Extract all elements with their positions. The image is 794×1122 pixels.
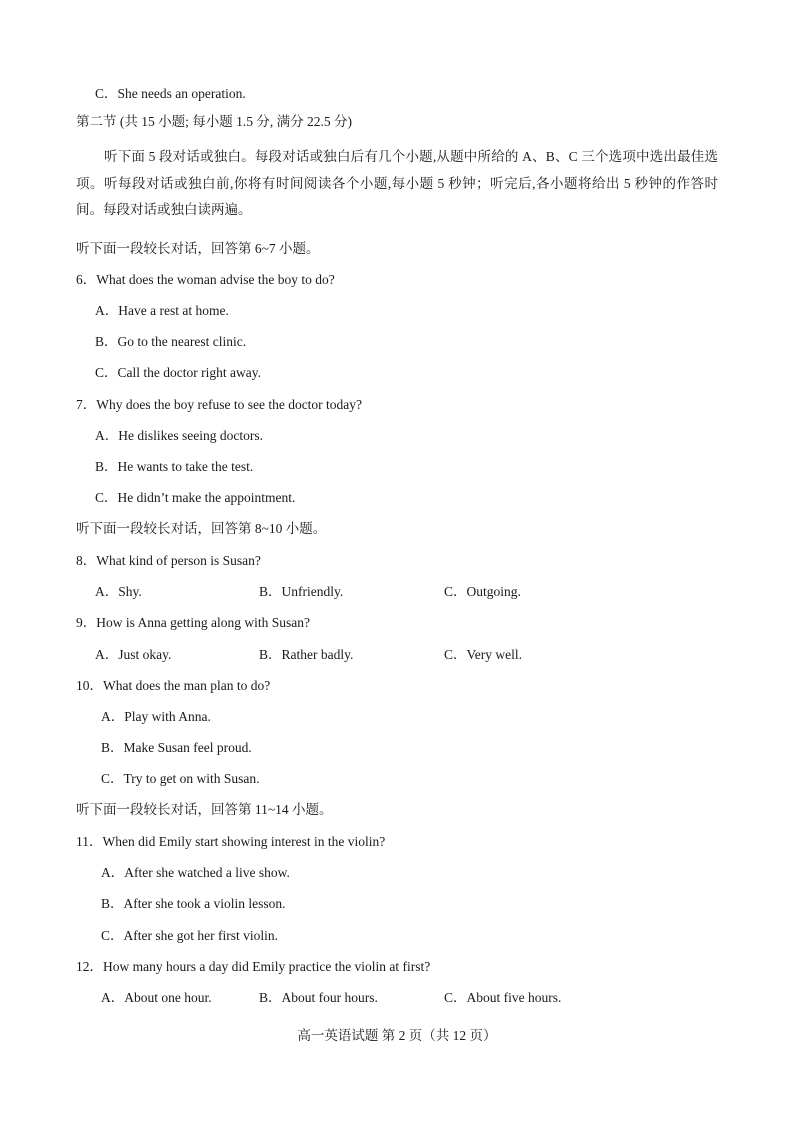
question-7: 7．Why does the boy refuse to see the doctor today? — [76, 397, 363, 412]
page-footer: 高一英语试题 第 2 页（共 12 页） — [297, 1028, 497, 1043]
question-9: 9．How is Anna getting along with Susan? — [76, 615, 310, 630]
question-8: 8．What kind of person is Susan? — [76, 553, 261, 568]
q6-option-a: A．Have a rest at home. — [95, 303, 229, 318]
q11-option-a: A．After she watched a live show. — [101, 865, 290, 880]
q10-option-a: A．Play with Anna. — [101, 709, 211, 724]
q8-option-a: A．Shy. — [95, 584, 142, 599]
question-6: 6．What does the woman advise the boy to do? — [76, 272, 335, 287]
q7-option-c: C．He didn’t make the appointment. — [95, 490, 296, 505]
q10-option-c: C．Try to get on with Susan. — [101, 771, 260, 786]
q12-option-b: B．About four hours. — [259, 990, 378, 1005]
q6-option-b: B．Go to the nearest clinic. — [95, 334, 247, 349]
dialog-intro-8-10: 听下面一段较长对话，回答第 8~10 小题。 — [76, 521, 327, 536]
question-11: 11．When did Emily start showing interest in the violin? — [76, 834, 386, 849]
instructions-paragraph: 听下面 5 段对话或独白。每段对话或独白后有几个小题,从题中所给的 A、B、C 三个选项中选出最佳选项。听每段对话或独白前,你将有时间阅读各个小题,每小题 5 秒钟；听完后,各小题将给出 5 秒钟的作答时间。每段对话或独白读两遍。 — [76, 149, 718, 217]
q9-option-a: A．Just okay. — [95, 647, 172, 662]
q8-option-c: C．Outgoing. — [444, 584, 521, 599]
q12-option-c: C．About five hours. — [444, 990, 562, 1005]
dialog-intro-11-14: 听下面一段较长对话，回答第 11~14 小题。 — [76, 802, 333, 817]
q11-option-b: B．After she took a violin lesson. — [101, 896, 286, 911]
dialog-intro-6-7: 听下面一段较长对话，回答第 6~7 小题。 — [76, 241, 320, 256]
q7-option-b: B．He wants to take the test. — [95, 459, 254, 474]
q10-option-b: B．Make Susan feel proud. — [101, 740, 252, 755]
section-heading: 第二节 (共 15 小题; 每小题 1.5 分, 满分 22.5 分) — [76, 114, 352, 129]
q9-option-b: B．Rather badly. — [259, 647, 354, 662]
q8-option-b: B．Unfriendly. — [259, 584, 344, 599]
q9-option-c: C．Very well. — [444, 647, 522, 662]
question-12: 12．How many hours a day did Emily practice the violin at first? — [76, 959, 431, 974]
q11-option-c: C．After she got her first violin. — [101, 928, 278, 943]
q12-option-a: A．About one hour. — [101, 990, 212, 1005]
question-10: 10．What does the man plan to do? — [76, 678, 271, 693]
q5-option-c: C．She needs an operation. — [95, 86, 246, 101]
q7-option-a: A．He dislikes seeing doctors. — [95, 428, 263, 443]
q6-option-c: C．Call the doctor right away. — [95, 365, 261, 380]
